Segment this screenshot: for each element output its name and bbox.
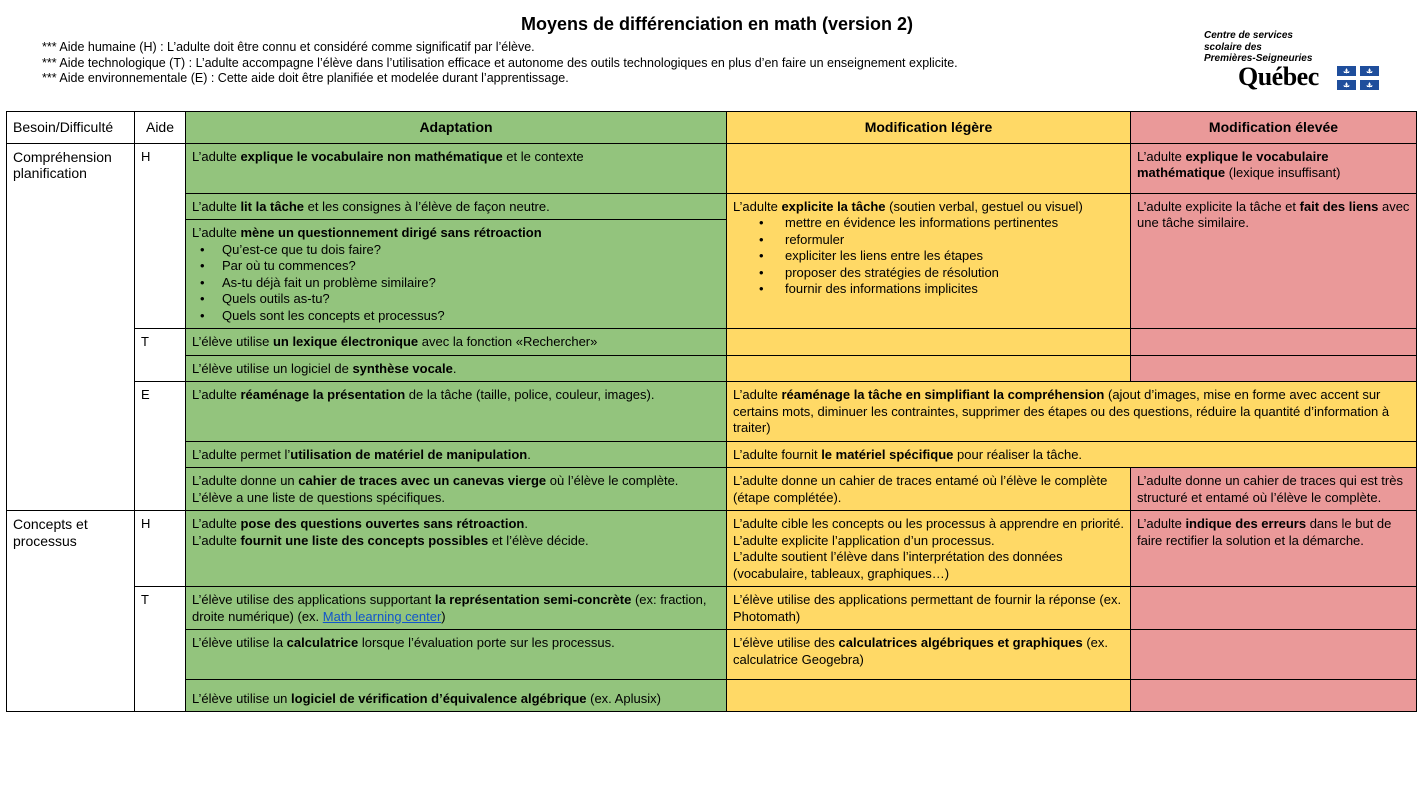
quebec-logo — [1204, 30, 1404, 96]
cell-elevee-empty — [1131, 355, 1417, 382]
cell-adaptation: L’adulte réaménage la présentation de la tâche (taille, police, couleur, images). — [186, 382, 727, 442]
list-item: • As-tu déjà fait un problème similaire? — [222, 275, 720, 292]
fleurdelise-flag-icon — [1337, 66, 1379, 90]
aide-t-label: T — [135, 329, 186, 382]
cell-adaptation: L’élève utilise un logiciel de vérification d’équivalence algébrique (ex. Aplusix) — [186, 680, 727, 712]
cell-elevee-empty — [1131, 587, 1417, 630]
math-learning-center-link[interactable]: Math learning center — [322, 608, 442, 624]
cell-elevee: L’adulte explique le vocabulaire mathématique (lexique insuffisant) — [1131, 143, 1417, 193]
group-comprehension-planification: Compréhension planification — [7, 143, 135, 511]
aide-h-label: H — [135, 511, 186, 587]
logo-line-2: scolaire des — [1204, 41, 1262, 53]
cell-adaptation: L’élève utilise un logiciel de synthèse vocale. — [186, 355, 727, 382]
logo-line-1: Centre de services — [1204, 30, 1293, 41]
explicitation-list — [733, 215, 1124, 298]
header-aide: Aide — [135, 112, 186, 144]
list-item: • mettre en évidence les informations pertinentes — [785, 215, 1124, 232]
header-modification-legere: Modification légère — [727, 112, 1131, 144]
table-row — [7, 630, 1417, 680]
cell-adaptation: L’élève utilise un lexique électronique avec la fonction «Rechercher» — [186, 329, 727, 356]
cell-adaptation: L’élève utilise des applications supportant la représentation semi-concrète (ex: fraction, droite numérique) (ex. Math learning center) — [186, 587, 727, 630]
table-row — [7, 143, 1417, 193]
note-aide-humaine: *** Aide humaine (H) : L’adulte doit être connu et considéré comme significatif par l’élève. — [42, 40, 535, 54]
note-aide-technologique: *** Aide technologique (T) : L’adulte accompagne l’élève dans l’utilisation efficace et autonome des outils technologiques en plus d’en faire un enseignement explicite. — [42, 55, 958, 70]
table-row — [7, 468, 1417, 511]
table-row — [7, 355, 1417, 382]
cell-legere-elevee: L’adulte fournit le matériel spécifique pour réaliser la tâche. — [727, 441, 1417, 468]
table-row — [7, 441, 1417, 468]
questions-list — [192, 242, 720, 325]
cell-adaptation: L’adulte explique le vocabulaire non mathématique et le contexte — [186, 143, 727, 193]
legend-notes — [42, 40, 958, 87]
note-aide-environnementale: *** Aide environnementale (E) : Cette aide doit être planifiée et modelée durant l’apprentissage. — [42, 71, 569, 85]
logo-wordmark: Québec — [1238, 62, 1319, 91]
table-row — [7, 680, 1417, 712]
group-concepts-processus: Concepts et processus — [7, 511, 135, 712]
document-title: Moyens de différenciation en math (version 2) — [520, 14, 914, 34]
cell-legere-empty — [727, 680, 1131, 712]
cell-legere-empty — [727, 329, 1131, 356]
list-item: • reformuler — [785, 232, 1124, 249]
header-adaptation: Adaptation — [186, 112, 727, 144]
cell-legere: L’adulte donne un cahier de traces entamé où l’élève le complète (étape complétée). — [727, 468, 1131, 511]
cell-legere-elevee: L’adulte réaménage la tâche en simplifiant la compréhension (ajout d’images, mise en forme avec accent sur certains mots, diminuer les contraintes, supprimer des étapes ou des questions, réduire la quantité d’information à traiter) — [727, 382, 1417, 442]
table-row — [7, 382, 1417, 442]
cell-legere-empty — [727, 143, 1131, 193]
aide-e-label: E — [135, 382, 186, 511]
table-row — [7, 329, 1417, 356]
list-item: • Qu’est-ce que tu dois faire? — [222, 242, 720, 259]
cell-adaptation: L’adulte mène un questionnement dirigé sans rétroaction • Qu’est-ce que tu dois faire? • Par où tu commences? • As-tu déjà fait un problème similaire? • Quels outils as-tu? • Quels sont les concepts et processus? — [186, 220, 727, 329]
cell-adaptation: L’adulte permet l’utilisation de matériel de manipulation. — [186, 441, 727, 468]
cell-adaptation: L’adulte donne un cahier de traces avec un canevas vierge où l’élève le complète. L’élève a une liste de questions spécifiques. — [186, 468, 727, 511]
cell-legere: L’élève utilise des calculatrices algébriques et graphiques (ex. calculatrice Geogebra) — [727, 630, 1131, 680]
cell-legere: L’adulte explicite la tâche (soutien verbal, gestuel ou visuel) • mettre en évidence les informations pertinentes • reformuler • expliciter les liens entre les étapes • proposer des stratégies de résolution • fournir des informations implicites — [727, 193, 1131, 329]
cell-elevee-empty — [1131, 680, 1417, 712]
cell-adaptation: L’adulte lit la tâche et les consignes à l’élève de façon neutre. — [186, 193, 727, 220]
cell-adaptation: L’adulte pose des questions ouvertes sans rétroaction. L’adulte fournit une liste des concepts possibles et l’élève décide. — [186, 511, 727, 587]
cell-elevee: L’adulte donne un cahier de traces qui est très structuré et entamé où l’élève le complète. — [1131, 468, 1417, 511]
cell-legere: L’élève utilise des applications permettant de fournir la réponse (ex. Photomath) — [727, 587, 1131, 630]
list-item: • Par où tu commences? — [222, 258, 720, 275]
header-besoin: Besoin/Difficulté — [7, 112, 135, 144]
list-item: • Quels sont les concepts et processus? — [222, 308, 720, 325]
table-row — [7, 193, 1417, 220]
list-item: • Quels outils as-tu? — [222, 291, 720, 308]
cell-elevee-empty — [1131, 329, 1417, 356]
header-row — [7, 112, 1417, 144]
differentiation-table — [6, 111, 1417, 712]
list-item: • fournir des informations implicites — [785, 281, 1124, 298]
table-row — [7, 511, 1417, 587]
cell-legere-empty — [727, 355, 1131, 382]
list-item: • proposer des stratégies de résolution — [785, 265, 1124, 282]
aide-h-label: H — [135, 143, 186, 329]
cell-elevee-empty — [1131, 630, 1417, 680]
cell-elevee: L’adulte explicite la tâche et fait des liens avec une tâche similaire. — [1131, 193, 1417, 329]
cell-legere: L’adulte cible les concepts ou les processus à apprendre en priorité. L’adulte explicite l’application d’un processus. L’adulte soutient l’élève dans l’interprétation des données (vocabulaire, tableaux, graphiques…) — [727, 511, 1131, 587]
cell-elevee: L’adulte indique des erreurs dans le but de faire rectifier la solution et la démarche. — [1131, 511, 1417, 587]
logo-line-3: Premières-Seigneuries — [1204, 53, 1313, 64]
table-row — [7, 587, 1417, 630]
cell-adaptation: L’élève utilise la calculatrice lorsque l’évaluation porte sur les processus. — [186, 630, 727, 680]
aide-t-label: T — [135, 587, 186, 712]
header-modification-elevee: Modification élevée — [1131, 112, 1417, 144]
list-item: • expliciter les liens entre les étapes — [785, 248, 1124, 265]
